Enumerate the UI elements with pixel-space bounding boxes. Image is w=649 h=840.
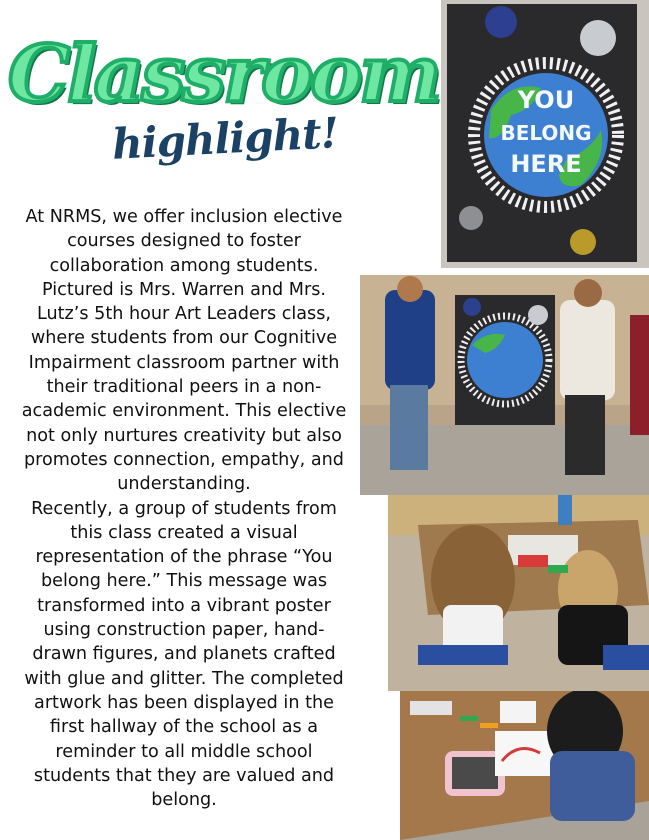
title-classroom: Classroom	[8, 29, 439, 120]
students-poster-photo	[360, 275, 649, 495]
poster-line-belong: BELONG	[500, 121, 592, 145]
students-working-photo	[388, 495, 649, 691]
paragraph-1: At NRMS, we offer inclusion elective courses designed to foster collaboration among students. Pictured is Mrs. Warren and Mrs. Lutz’s 5th hour Art Leaders class, where students from our Cognitive Impairment classroom partner with their traditional peers in a non-academic environment. This elective not only nurtures creativity but also promotes connection, empathy, and understanding.	[21, 207, 347, 495]
poster-line-you: YOU	[517, 86, 575, 114]
title-highlight: highlight!	[110, 108, 340, 169]
paragraph-2: Recently, a group of students from this class created a visual representation of the phrase “You belong here.” This message was transformed into a vibrant poster using construction paper, hand-drawn figures, and planets crafted with glue and glitter. The completed artwork has been displayed in the first hallway of the school as a reminder to all middle school students that they are valued and belong.	[24, 498, 344, 811]
poster-photo	[441, 0, 649, 268]
poster-line-here: HERE	[510, 150, 582, 178]
student-drawing-photo	[400, 691, 649, 840]
article-body	[18, 205, 350, 812]
